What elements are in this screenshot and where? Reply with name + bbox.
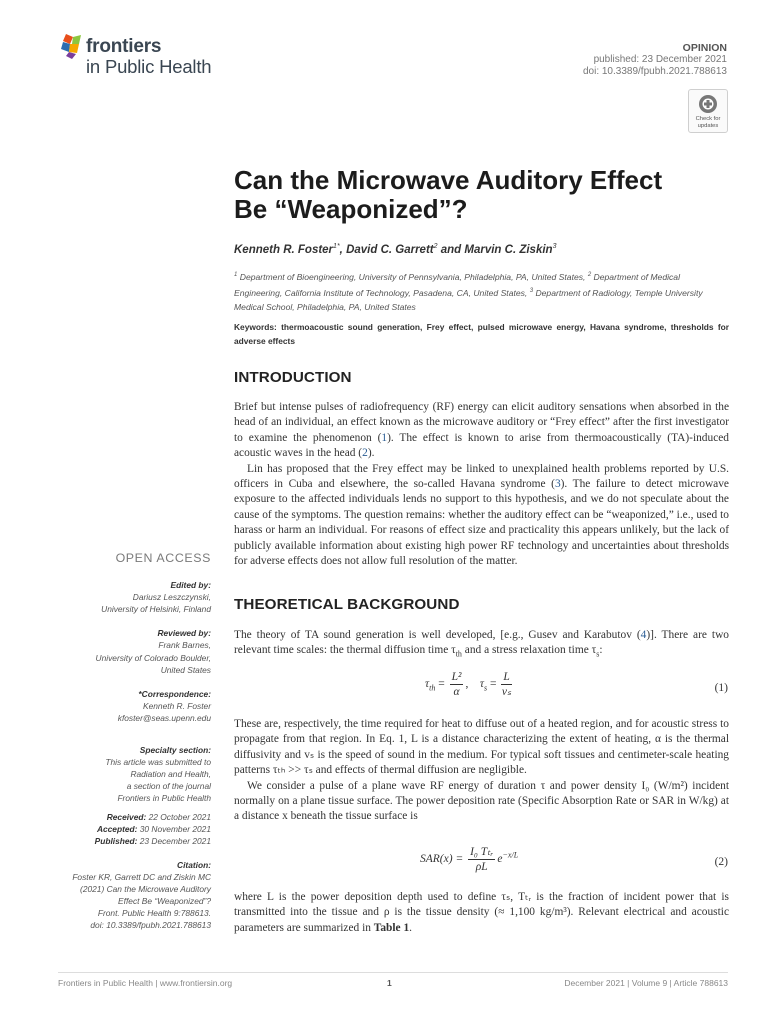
author-separator: , [339,243,347,256]
theory-paragraph-2: These are, respectively, the time required for heat to diffuse out of a heated region, and for acoustic stress to propagate from that region. In Eq. 1, L is a distance characterizing the extent of heating, α is the thermal diffusivity and vₛ is the speed of sound in the medium. For typical soft tissues and centimeter-scale heating patterns τₜₕ >> τₛ and effects of thermal diffusion are negligible. We consider a pulse of a plane wave RF energy of duration τ and power density I₀ (W/m²) incident normally on a plane tissue surface. The power deposition rate (Specific Absorption Rate or SAR in W/kg) at a distance x beneath the tissue surface is [234,718,729,823]
article-title [234,166,734,224]
paragraph: Lin has proposed that the Frey effect may be linked to unexplained health problems reported by U.S. officers in Cuba and elsewhere, the so-called Havana syndrome (3). The failure to detect microwave exposure to the affected individuals lends no support to this hypothesis, and we do not speculate about the cause of the symptoms. The question remains: whether the auditory effect can be “weaponized,” i.e., used to harass or harm an individual. For reasons of effect size and practicality this appears unlikely, but the lack of publicly available information about existing high power RF technology and uncertainties about thresholds for adverse effects does not allow full resolution of the matter. [234,462,729,568]
title-line-1: Can the Microwave Auditory Effect [234,165,663,195]
open-access-label: OPEN ACCESS [115,551,211,565]
reviewer-line: University of Colorado Boulder, [95,652,211,663]
equation-1: $\tau_{th}$ = $\frac{\text{L²}}{\alpha}$ , $\tau_s$ = $\frac{L}{\text{vₛ}}$ [425,671,512,698]
published-date-sidebar: Published: 23 December 2021 [94,835,211,846]
article-meta [583,42,727,78]
citation-line: Front. Public Health 9:788613. [97,908,211,919]
frontiers-logo-icon [60,32,84,60]
author-sup: 1* [333,243,340,250]
accepted-date: Accepted: 30 November 2021 [96,823,211,834]
citation-line: Effect Be “Weaponized”? [118,896,211,907]
introduction-body [234,400,729,569]
keywords-text: thermoacoustic sound generation, Frey effect, pulsed microwave energy, Havana syndrome, thresholds for adverse effects [234,322,730,346]
correspondence-label: *Correspondence: [138,688,211,699]
author-name[interactable]: Kenneth R. Foster [234,243,334,256]
equation-2-number: (2) [714,856,728,868]
affiliation-sup: 3 [529,288,534,295]
affiliation-sup: 2 [587,272,592,278]
keywords-label: Keywords: [234,322,277,332]
edited-by-label: Edited by: [170,580,211,591]
published-date: published: 23 December 2021 [593,54,727,65]
specialty-label: Specialty section: [139,745,211,756]
specialty-line: This article was submitted to [105,757,211,768]
author-name[interactable]: David C. Garrett [346,243,434,256]
affiliation-text: Department of Radiology, Temple University Medical School, Philadelphia, PA, United States [234,288,703,313]
article-sidebar [40,552,211,931]
footer-divider [58,972,728,973]
citation-doi[interactable]: doi: 10.3389/fpubh.2021.788613 [90,920,211,931]
citation-link[interactable]: 4 [640,629,647,641]
equation-2: SAR(x) = $\frac{\text{I₀ Tₜᵣ}}{\rho L}$ $e^{-x/L}$ [420,846,519,873]
crossmark-icon [698,94,718,114]
theory-paragraph-1: The theory of TA sound generation is well developed, [e.g., Gusev and Karabutov (4)]. There are two relevant time scales: the thermal diffusion time $\tau_{th}$ and a stress relaxation time $\tau_s$: [234,629,729,659]
keywords [234,321,729,348]
crossmark-label-1: Check for [695,116,721,122]
author-sup: 2 [433,243,438,250]
citation-line: (2021) Can the Microwave Auditory [80,883,211,894]
footer-issue-info: December 2021 | Volume 9 | Article 788613 [564,978,728,988]
footer-journal-link[interactable]: Frontiers in Public Health | www.frontiersin.org [58,978,233,988]
citation-link[interactable]: 3 [554,478,561,491]
editor-line: Dariusz Leszczynski, [132,592,211,603]
specialty-line: Frontiers in Public Health [117,793,211,804]
journal-logo[interactable] [60,30,260,78]
citation-link[interactable]: 1 [381,431,388,444]
logo-wordmark: frontiers [86,36,162,57]
equation-1-number: (1) [714,682,728,694]
paragraph: Brief but intense pulses of radiofrequency (RF) energy can elicit auditory sensations when absorbed in the head of an individual, an effect known as the microwave auditory or “Frey effect” after the first investigator to examine the phenomenon (1). The effect is known to arise from thermoacoustically (TA)-induced acoustic waves in the head (2). [234,401,730,460]
affiliation-text: Department of Medical Engineering, California Institute of Technology, Pasadena, CA, United States, [234,271,680,299]
logo-journal-name: in Public Health [86,56,212,77]
reviewer-line: United States [160,664,211,675]
affiliations [234,268,729,315]
table-link[interactable]: Table 1 [373,921,410,934]
reviewed-by-label: Reviewed by: [157,628,211,639]
citation-label: Citation: [177,859,211,870]
editor-line: University of Helsinki, Finland [101,604,211,615]
affiliation-text: Department of Bioengineering, University of Pennsylvania, Philadelphia, PA, United States, [237,271,588,282]
specialty-line: a section of the journal [126,781,211,792]
specialty-line: Radiation and Health, [130,769,211,780]
citation-line: Foster KR, Garrett DC and Ziskin MC [72,871,211,882]
affiliation-sup: 1 [234,272,238,278]
correspondence-name: Kenneth R. Foster [143,700,211,711]
section-heading-introduction: INTRODUCTION [234,369,352,386]
correspondence-email[interactable]: kfoster@seas.upenn.edu [117,712,211,723]
author-name[interactable]: Marvin C. Ziskin [464,243,553,256]
crossmark-label-2: updates [697,122,719,129]
check-for-updates-badge[interactable] [688,89,728,133]
article-type: OPINION [682,42,727,54]
title-line-2: Be “Weaponized”? [234,194,468,224]
received-date: Received: 22 October 2021 [106,811,211,822]
doi-link[interactable]: doi: 10.3389/fpubh.2021.788613 [582,66,727,77]
author-list [234,243,556,256]
author-sup: 3 [552,243,557,250]
section-heading-theoretical-background: THEORETICAL BACKGROUND [234,596,460,613]
author-separator: and [437,243,465,256]
citation-link[interactable]: 2 [362,447,368,460]
reviewer-line: Frank Barnes, [158,640,211,651]
page-number: 1 [387,978,392,988]
theory-paragraph-4: where L is the power deposition depth used to define τₛ, Tₜᵣ is the fraction of incident power that is transmitted into the tissue and ρ is the tissue density (≈ 1,100 kg/m³). Relevant electrical and acoustic parameters are summarized in Table 1. [234,891,729,934]
